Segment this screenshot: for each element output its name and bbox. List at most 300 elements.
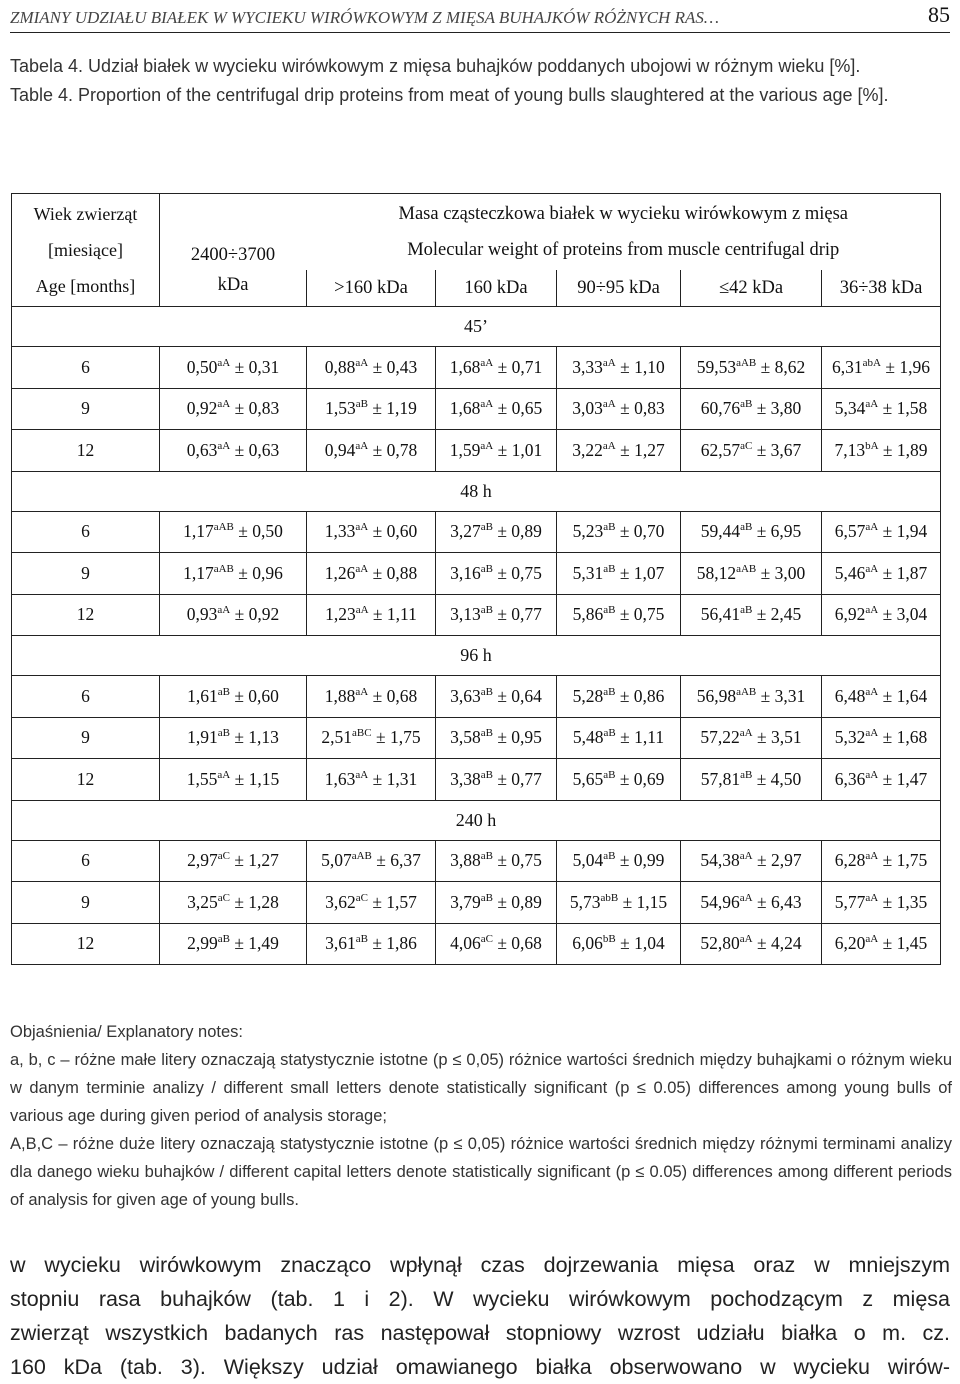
sd-value: ± 0,92	[234, 604, 280, 625]
mean-value: 1,91	[187, 727, 218, 748]
significance-letters: aB	[480, 604, 493, 617]
mean-value: 0,88	[324, 356, 356, 377]
value-cell	[436, 511, 557, 553]
value-cell	[160, 676, 307, 718]
mean-value: 5,07	[321, 850, 352, 871]
significance-letters: aA	[865, 768, 879, 781]
significance-letters: aA	[865, 685, 879, 698]
value-cell	[160, 511, 307, 553]
significance-letters: aA	[480, 356, 494, 369]
mean-value: 56,98	[696, 685, 737, 706]
significance-letters: aB	[217, 727, 230, 740]
value-cell	[681, 511, 822, 553]
mean-value: 1,53	[325, 398, 356, 419]
significance-letters: aA	[217, 398, 231, 411]
sd-value: ± 0,95	[497, 727, 542, 748]
age-cell: 9	[12, 388, 160, 430]
sd-value: ± 3,31	[760, 685, 806, 706]
significance-letters: aB	[480, 685, 493, 698]
significance-letters: aA	[355, 356, 369, 369]
sd-value: ± 0,99	[619, 850, 665, 871]
sd-value: ± 0,68	[372, 685, 418, 706]
significance-letters: abA	[862, 356, 881, 369]
significance-letters: aA	[602, 439, 616, 452]
sd-value: ± 2,45	[756, 604, 802, 625]
significance-letters: aA	[865, 562, 879, 575]
age-cell: 12	[12, 759, 160, 801]
mean-value: 1,17	[183, 521, 214, 542]
value-cell	[436, 923, 557, 965]
significance-letters: aB	[603, 604, 616, 617]
value-cell	[822, 511, 941, 553]
significance-letters: aA	[865, 933, 879, 946]
value-cell	[307, 388, 436, 430]
value-cell	[557, 882, 681, 924]
significance-letters: aA	[355, 768, 369, 781]
significance-letters: aB	[603, 521, 616, 534]
sd-value: ± 1,57	[372, 891, 417, 912]
sd-value: ± 0,50	[238, 521, 283, 542]
mw-header	[307, 194, 941, 271]
mean-value: 5,23	[572, 521, 604, 542]
significance-letters: aA	[865, 398, 879, 411]
body-line: w wycieku wirówkowym znacząco wpłynął czas dojrzewania mięsa oraz w mniejszym	[10, 1253, 950, 1277]
sd-value: ± 1,58	[882, 398, 928, 419]
value-cell	[307, 717, 436, 759]
value-cell	[681, 388, 822, 430]
significance-letters: bA	[865, 439, 879, 452]
value-cell	[681, 347, 822, 389]
value-cell	[160, 759, 307, 801]
mean-value: 3,22	[572, 439, 603, 460]
mean-value: 5,04	[572, 850, 604, 871]
table-row	[12, 759, 941, 801]
significance-letters: aC	[217, 891, 230, 904]
mean-value: 52,80	[700, 933, 740, 954]
mean-value: 0,93	[186, 604, 218, 625]
data-table	[11, 193, 941, 965]
value-cell	[160, 717, 307, 759]
header-row-1	[12, 194, 941, 271]
value-cell	[160, 347, 307, 389]
sd-value: ± 6,43	[756, 891, 802, 912]
sd-value: ± 3,80	[756, 398, 802, 419]
value-cell	[307, 430, 436, 472]
value-cell	[822, 347, 941, 389]
mean-value: 2,97	[187, 850, 218, 871]
significance-letters: aB	[355, 933, 368, 946]
body-text	[10, 1248, 950, 1384]
mean-value: 3,13	[450, 604, 481, 625]
value-cell	[557, 717, 681, 759]
sd-value: ± 0,78	[372, 439, 418, 460]
sd-value: ± 0,69	[619, 768, 665, 789]
mean-value: 5,32	[834, 727, 866, 748]
age-header-en: Age [months]	[35, 276, 136, 296]
sd-value: ± 1,35	[882, 891, 928, 912]
value-cell	[307, 511, 436, 553]
mean-value: 6,28	[834, 850, 866, 871]
significance-letters: aA	[602, 398, 616, 411]
mean-value: 3,16	[450, 562, 481, 583]
sd-value: ± 4,24	[756, 933, 802, 954]
sd-value: ± 0,77	[497, 768, 542, 789]
significance-letters: aA	[355, 685, 369, 698]
value-cell	[160, 430, 307, 472]
significance-letters: aA	[865, 521, 879, 534]
significance-letters: aB	[740, 398, 753, 411]
value-cell	[557, 923, 681, 965]
significance-letters: aA	[739, 727, 753, 740]
mean-value: 60,76	[700, 398, 741, 419]
mean-value: 57,81	[700, 768, 741, 789]
sd-value: ± 1,19	[372, 398, 417, 419]
age-header-pl-1: Wiek zwierząt	[33, 204, 138, 224]
mean-value: 5,73	[569, 891, 601, 912]
value-cell	[557, 759, 681, 801]
mean-value: 1,59	[449, 439, 481, 460]
sd-value: ± 3,67	[756, 439, 802, 460]
value-cell	[822, 923, 941, 965]
sd-value: ± 1,68	[882, 727, 928, 748]
table-row	[12, 840, 941, 882]
sd-value: ± 8,62	[760, 356, 806, 377]
value-cell	[436, 594, 557, 636]
running-head	[10, 2, 950, 33]
mean-value: 3,27	[450, 521, 481, 542]
running-title: ZMIANY UDZIAŁU BIAŁEK W WYCIEKU WIRÓWKOWYM Z MIĘSA BUHAJKÓW RÓŻNYCH RAS…	[10, 8, 719, 27]
value-cell	[681, 676, 822, 718]
mean-value: 5,28	[572, 685, 604, 706]
section-label: 48 h	[12, 471, 941, 511]
value-cell	[557, 840, 681, 882]
value-cell	[557, 594, 681, 636]
sd-value: ± 1,86	[372, 933, 417, 954]
table-row	[12, 388, 941, 430]
value-cell	[436, 717, 557, 759]
table-row	[12, 882, 941, 924]
significance-letters: aAB	[736, 562, 757, 575]
col-2400-label-2: kDa	[217, 275, 249, 295]
sd-value: ± 0,89	[497, 891, 542, 912]
mean-value: 2,99	[187, 933, 218, 954]
significance-letters: aA	[217, 439, 231, 452]
sd-value: ± 1,13	[234, 727, 279, 748]
col-header: 36÷38 kDa	[822, 270, 941, 307]
sd-value: ± 1,11	[372, 604, 417, 625]
value-cell	[681, 923, 822, 965]
sd-value: ± 1,87	[882, 562, 928, 583]
mean-value: 5,34	[834, 398, 866, 419]
section-label: 240 h	[12, 800, 941, 840]
significance-letters: aB	[480, 768, 493, 781]
page-number: 85	[928, 2, 950, 27]
significance-letters: abB	[600, 891, 619, 904]
value-cell	[160, 840, 307, 882]
value-cell	[436, 882, 557, 924]
sd-value: ± 0,31	[234, 356, 280, 377]
sd-value: ± 3,04	[882, 604, 928, 625]
significance-letters: aB	[603, 850, 616, 863]
mean-value: 3,62	[325, 891, 356, 912]
table-caption	[10, 52, 950, 110]
section-label: 45’	[12, 307, 941, 347]
significance-letters: aB	[480, 521, 493, 534]
sd-value: ± 0,43	[372, 356, 418, 377]
mean-value: 3,61	[325, 933, 356, 954]
section-row	[12, 471, 941, 511]
sd-value: ± 2,97	[756, 850, 802, 871]
age-cell: 9	[12, 553, 160, 595]
caption-pl: Tabela 4. Udział białek w wycieku wirówkowym z mięsa buhajków poddanych ubojowi w różnym wieku [%].	[10, 56, 861, 76]
body-line: 160 kDa (tab. 3). Większy udział omawianego białka obserwowano w wycieku wirów-	[10, 1355, 950, 1379]
col-header: 90÷95 kDa	[557, 270, 681, 307]
sd-value: ± 1,94	[882, 521, 928, 542]
significance-letters: aA	[739, 850, 753, 863]
mean-value: 6,48	[834, 685, 866, 706]
significance-letters: aA	[739, 933, 753, 946]
significance-letters: aB	[480, 891, 493, 904]
sd-value: ± 0,89	[497, 521, 542, 542]
value-cell	[681, 594, 822, 636]
sd-value: ± 0,83	[620, 398, 665, 419]
col-header: >160 kDa	[307, 270, 436, 307]
significance-letters: aB	[480, 562, 493, 575]
significance-letters: aB	[603, 727, 616, 740]
significance-letters: aC	[217, 850, 230, 863]
body-line: stopniu rasa buhajków (tab. 1 i 2). W wycieku wirówkowym pochodzącym z mięsa	[10, 1287, 950, 1311]
significance-letters: aA	[865, 604, 879, 617]
value-cell	[160, 388, 307, 430]
value-cell	[160, 923, 307, 965]
significance-letters: aB	[480, 727, 493, 740]
sd-value: ± 1,27	[234, 850, 279, 871]
significance-letters: aA	[355, 521, 369, 534]
value-cell	[307, 676, 436, 718]
caption-en: Table 4. Proportion of the centrifugal drip proteins from meat of young bulls slaughtered at the various age [%].	[10, 85, 889, 105]
notes-lowercase: a, b, c – różne małe litery oznaczają statystycznie istotne (p ≤ 0,05) różnice wartości średnich między buhajkami o różnym wieku w danym terminie analizy / different small letters denote statistically significant (p ≤ 0.05) differences among young bulls of various age during given period of analysis storage;	[10, 1051, 952, 1125]
significance-letters: aB	[603, 685, 616, 698]
age-cell: 12	[12, 594, 160, 636]
value-cell	[557, 511, 681, 553]
sd-value: ± 0,75	[497, 850, 542, 871]
significance-letters: aA	[480, 398, 494, 411]
significance-letters: aB	[480, 850, 493, 863]
mean-value: 3,58	[450, 727, 481, 748]
value-cell	[681, 553, 822, 595]
section-row	[12, 800, 941, 840]
value-cell	[822, 594, 941, 636]
sd-value: ± 0,75	[619, 604, 665, 625]
value-cell	[307, 347, 436, 389]
significance-letters: aA	[355, 562, 369, 575]
age-cell: 6	[12, 676, 160, 718]
col-header: ≤42 kDa	[681, 270, 822, 307]
mean-value: 1,17	[183, 562, 214, 583]
value-cell	[557, 430, 681, 472]
sd-value: ± 0,77	[497, 604, 542, 625]
mean-value: 1,88	[324, 685, 356, 706]
value-cell	[436, 553, 557, 595]
significance-letters: aAB	[736, 356, 757, 369]
significance-letters: aA	[217, 604, 231, 617]
mean-value: 1,63	[324, 768, 356, 789]
significance-letters: aA	[602, 356, 616, 369]
significance-letters: aA	[865, 727, 879, 740]
significance-letters: aB	[740, 521, 753, 534]
significance-letters: aBC	[352, 727, 372, 740]
table-row	[12, 347, 941, 389]
significance-letters: aA	[865, 891, 879, 904]
table-row	[12, 511, 941, 553]
value-cell	[681, 759, 822, 801]
mean-value: 6,31	[832, 356, 863, 377]
mean-value: 58,12	[696, 562, 737, 583]
table-row	[12, 717, 941, 759]
significance-letters: aA	[355, 439, 369, 452]
sd-value: ± 0,83	[234, 398, 280, 419]
sd-value: ± 1,75	[882, 850, 928, 871]
significance-letters: aB	[355, 398, 368, 411]
sd-value: ± 3,51	[756, 727, 802, 748]
value-cell	[307, 759, 436, 801]
mean-value: 0,94	[324, 439, 356, 460]
mean-value: 0,50	[186, 356, 218, 377]
sd-value: ± 0,63	[234, 439, 280, 460]
mean-value: 3,38	[450, 768, 481, 789]
mean-value: 62,57	[700, 439, 741, 460]
significance-letters: aB	[740, 768, 753, 781]
table-row	[12, 923, 941, 965]
notes-heading: Objaśnienia/ Explanatory notes:	[10, 1023, 243, 1041]
value-cell	[160, 553, 307, 595]
age-cell: 9	[12, 717, 160, 759]
mean-value: 1,68	[449, 356, 481, 377]
significance-letters: aC	[480, 933, 493, 946]
sd-value: ± 0,86	[619, 685, 665, 706]
value-cell	[436, 430, 557, 472]
significance-letters: bB	[602, 933, 616, 946]
sd-value: ± 1,96	[885, 356, 930, 377]
mean-value: 4,06	[450, 933, 481, 954]
value-cell	[307, 553, 436, 595]
sd-value: ± 0,64	[497, 685, 542, 706]
significance-letters: aC	[355, 891, 368, 904]
sd-value: ± 1,31	[372, 768, 418, 789]
mean-value: 6,57	[834, 521, 866, 542]
col-2400-label-1: 2400÷3700	[190, 245, 276, 265]
significance-letters: aA	[217, 356, 231, 369]
age-cell: 9	[12, 882, 160, 924]
sd-value: ± 1,07	[619, 562, 665, 583]
value-cell	[557, 676, 681, 718]
mw-header-pl: Masa cząsteczkowa białek w wycieku wirówkowym z mięsa	[398, 204, 848, 224]
value-cell	[822, 717, 941, 759]
table-body	[12, 194, 941, 965]
mean-value: 3,63	[450, 685, 481, 706]
section-row	[12, 307, 941, 347]
significance-letters: aAB	[736, 685, 757, 698]
value-cell	[557, 347, 681, 389]
age-header	[12, 194, 160, 307]
mean-value: 1,61	[187, 685, 218, 706]
sd-value: ± 0,96	[238, 562, 283, 583]
significance-letters: aAB	[213, 562, 234, 575]
mean-value: 6,92	[834, 604, 866, 625]
mean-value: 0,63	[186, 439, 218, 460]
mean-value: 5,86	[572, 604, 604, 625]
significance-letters: aA	[865, 850, 879, 863]
mean-value: 59,44	[700, 521, 741, 542]
table-row	[12, 553, 941, 595]
sd-value: ± 0,70	[619, 521, 665, 542]
sd-value: ± 0,65	[497, 398, 543, 419]
significance-letters: aB	[603, 768, 616, 781]
sd-value: ± 0,60	[234, 685, 279, 706]
mean-value: 5,48	[572, 727, 604, 748]
mean-value: 5,31	[572, 562, 604, 583]
mean-value: 2,51	[321, 727, 353, 748]
value-cell	[307, 594, 436, 636]
value-cell	[681, 882, 822, 924]
value-cell	[436, 388, 557, 430]
sd-value: ± 1,15	[234, 768, 280, 789]
sd-value: ± 0,88	[372, 562, 418, 583]
mean-value: 3,79	[450, 891, 481, 912]
section-label: 96 h	[12, 636, 941, 676]
sd-value: ± 1,27	[620, 439, 665, 460]
age-header-pl-2: [miesiące]	[48, 240, 123, 260]
value-cell	[822, 882, 941, 924]
sd-value: ± 1,89	[882, 439, 928, 460]
mean-value: 3,25	[187, 891, 218, 912]
value-cell	[436, 840, 557, 882]
age-cell: 6	[12, 511, 160, 553]
table-row	[12, 676, 941, 718]
sd-value: ± 1,75	[375, 727, 421, 748]
sd-value: ± 1,64	[882, 685, 928, 706]
col-header: 160 kDa	[436, 270, 557, 307]
sd-value: ± 6,95	[756, 521, 802, 542]
significance-letters: aAB	[213, 521, 234, 534]
sd-value: ± 1,10	[620, 356, 665, 377]
value-cell	[307, 882, 436, 924]
mean-value: 6,20	[834, 933, 866, 954]
sd-value: ± 0,68	[497, 933, 542, 954]
sd-value: ± 1,47	[882, 768, 928, 789]
mean-value: 6,06	[572, 933, 603, 954]
table-row	[12, 430, 941, 472]
sd-value: ± 1,15	[622, 891, 668, 912]
mean-value: 1,33	[324, 521, 356, 542]
mean-value: 5,46	[834, 562, 866, 583]
sd-value: ± 1,11	[620, 727, 665, 748]
value-cell	[822, 759, 941, 801]
sd-value: ± 0,60	[372, 521, 418, 542]
mw-header-en: Molecular weight of proteins from muscle centrifugal drip	[407, 240, 840, 260]
age-cell: 6	[12, 347, 160, 389]
age-cell: 12	[12, 430, 160, 472]
value-cell	[822, 388, 941, 430]
table-row	[12, 594, 941, 636]
section-row	[12, 636, 941, 676]
sd-value: ± 1,45	[882, 933, 928, 954]
mean-value: 5,77	[834, 891, 866, 912]
significance-letters: aA	[217, 768, 231, 781]
age-cell: 12	[12, 923, 160, 965]
mean-value: 6,36	[834, 768, 866, 789]
significance-letters: aB	[217, 685, 230, 698]
